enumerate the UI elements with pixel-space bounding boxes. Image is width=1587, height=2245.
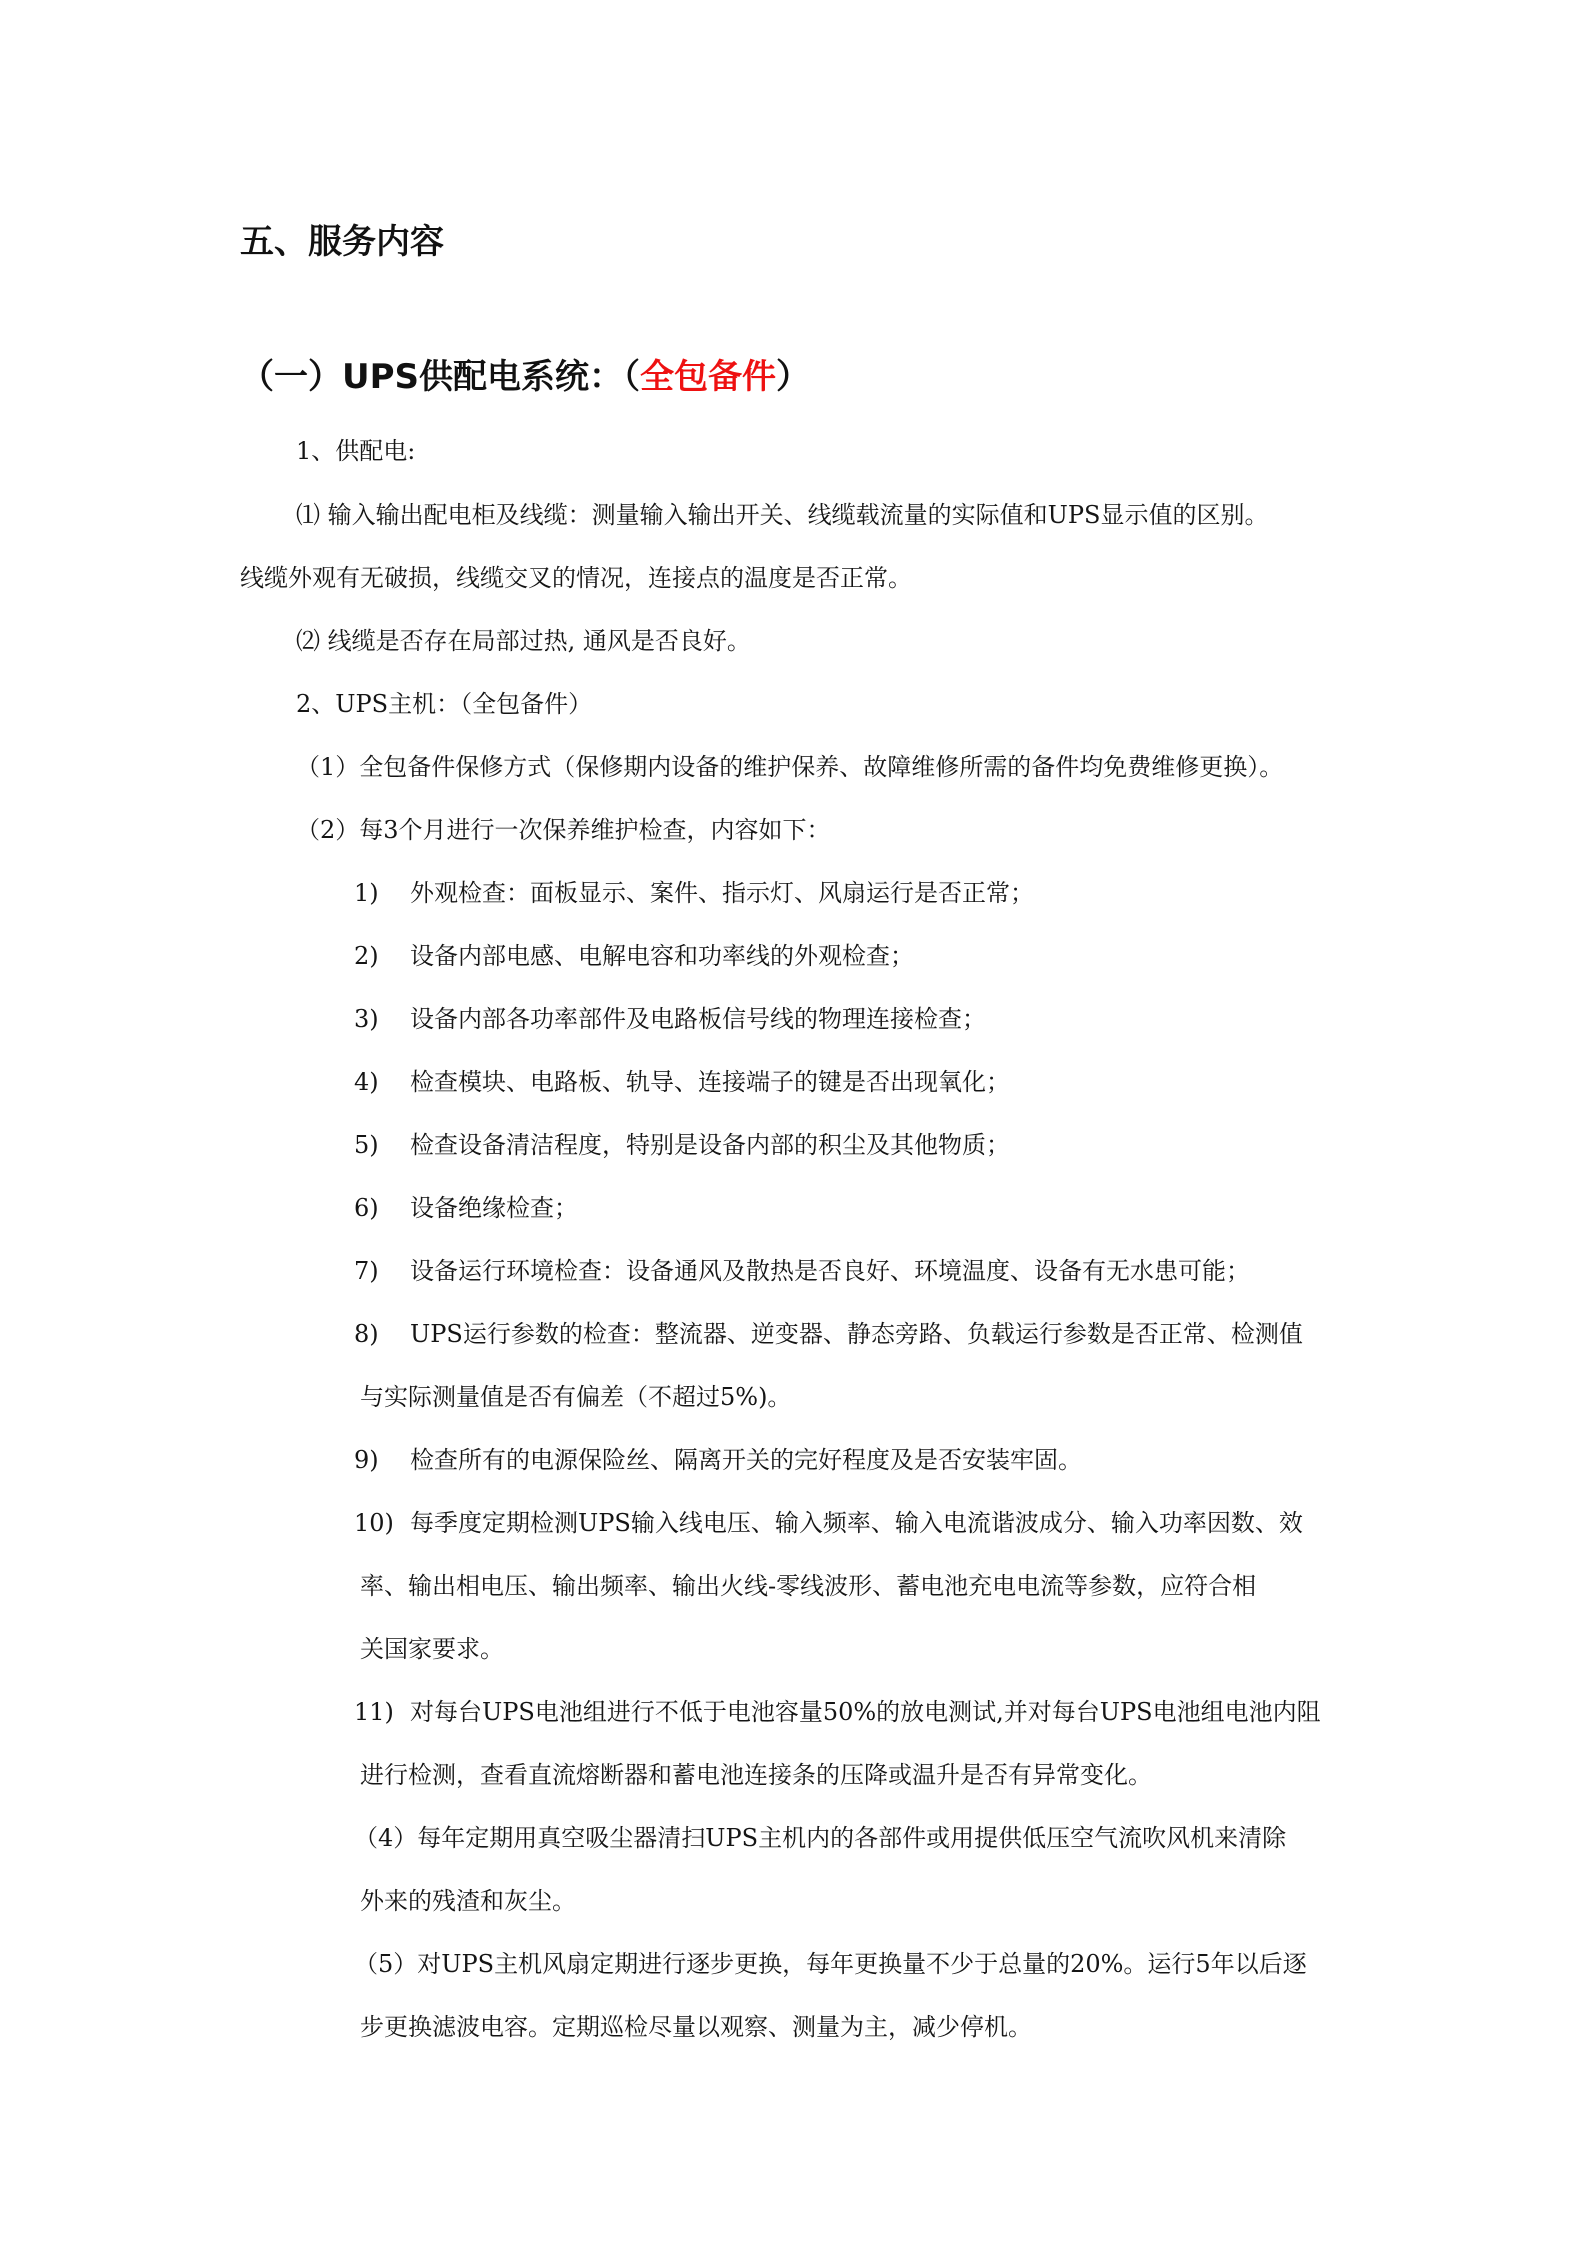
check-item-number: 4)	[354, 1068, 379, 1096]
check-item-number: 1)	[354, 879, 379, 907]
part2-paragraph-1: （1）全包备件保修方式（保修期内设备的维护保养、故障维修所需的备件均免费维修更换）。	[296, 753, 1284, 781]
check-item-10-line3: 关国家要求。	[360, 1635, 504, 1663]
check-item-3	[354, 1004, 986, 1034]
check-item-8	[354, 1319, 1303, 1349]
part2-paragraph-5-line1: （5）对UPS主机风扇定期进行逐步更换，每年更换量不少于总量的20%。运行5年以后逐	[354, 1950, 1307, 1978]
part2-paragraph-4-line2: 外来的残渣和灰尘。	[360, 1887, 576, 1915]
check-item-10-line2: 率、输出相电压、输出频率、输出火线-零线波形、蓄电池充电电流等参数，应符合相	[360, 1572, 1257, 1600]
check-item-2	[354, 941, 914, 971]
check-item-number: 10)	[354, 1509, 394, 1537]
check-item-text: 检查所有的电源保险丝、隔离开关的完好程度及是否安装牢固。	[410, 1446, 1082, 1474]
check-item-text: 设备绝缘检查；	[410, 1194, 578, 1222]
check-item-10	[354, 1508, 1303, 1538]
check-item-number: 9)	[354, 1446, 379, 1474]
check-item-number: 2)	[354, 942, 379, 970]
subsection-title	[240, 356, 810, 398]
check-item-6	[354, 1193, 578, 1223]
check-item-11	[354, 1697, 1321, 1727]
check-item-text: UPS运行参数的检查：整流器、逆变器、静态旁路、负载运行参数是否正常、检测值	[410, 1320, 1303, 1348]
check-item-9	[354, 1445, 1082, 1475]
check-item-number: 6)	[354, 1194, 379, 1222]
check-item-text: 设备内部各功率部件及电路板信号线的物理连接检查；	[410, 1005, 986, 1033]
check-item-text: 检查模块、电路板、轨导、连接端子的键是否出现氧化；	[410, 1068, 1010, 1096]
check-item-8-line2: 与实际测量值是否有偏差（不超过5%)。	[360, 1383, 792, 1411]
part2-paragraph-4-line1: （4）每年定期用真空吸尘器清扫UPS主机内的各部件或用提供低压空气流吹风机来清除	[354, 1824, 1287, 1852]
check-item-number: 11)	[354, 1698, 394, 1726]
check-item-5	[354, 1130, 1010, 1160]
check-item-text: 设备内部电感、电解电容和功率线的外观检查；	[410, 942, 914, 970]
check-item-text: 对每台UPS电池组进行不低于电池容量50%的放电测试,并对每台UPS电池组电池内阻	[410, 1698, 1321, 1726]
check-item-11-line2: 进行检测，查看直流熔断器和蓄电池连接条的压降或温升是否有异常变化。	[360, 1761, 1152, 1789]
part1-heading: 1、供配电:	[296, 437, 416, 465]
subsection-title-highlight: 全包备件	[640, 357, 777, 397]
part1-item1-line1: ⑴ 输入输出配电柜及线缆：测量输入输出开关、线缆载流量的实际值和UPS显示值的区别。	[296, 501, 1269, 529]
check-item-text: 检查设备清洁程度，特别是设备内部的积尘及其他物质；	[410, 1131, 1010, 1159]
check-item-4	[354, 1067, 1010, 1097]
part2-paragraph-5-line2: 步更换滤波电容。定期巡检尽量以观察、测量为主，减少停机。	[360, 2013, 1032, 2041]
check-item-7	[354, 1256, 1250, 1286]
subsection-title-prefix: （一）UPS供配电系统：（	[240, 357, 641, 397]
part2-paragraph-2: （2）每3个月进行一次保养维护检查，内容如下：	[296, 816, 831, 844]
part1-item1-line2: 线缆外观有无破损，线缆交叉的情况，连接点的温度是否正常。	[240, 564, 912, 592]
part2-heading: 2、UPS主机：（全包备件）	[296, 690, 593, 718]
section-title: 五、服务内容	[240, 222, 444, 262]
subsection-title-suffix: ）	[776, 357, 811, 397]
check-item-text: 每季度定期检测UPS输入线电压、输入频率、输入电流谐波成分、输入功率因数、效	[410, 1509, 1303, 1537]
check-item-number: 5)	[354, 1131, 379, 1159]
check-item-1	[354, 878, 1034, 908]
part1-item2: ⑵ 线缆是否存在局部过热, 通风是否良好。	[296, 627, 751, 655]
check-item-number: 8)	[354, 1320, 379, 1348]
check-item-number: 7)	[354, 1257, 379, 1285]
check-item-number: 3)	[354, 1005, 379, 1033]
check-item-text: 设备运行环境检查：设备通风及散热是否良好、环境温度、设备有无水患可能；	[410, 1257, 1250, 1285]
check-item-text: 外观检查：面板显示、案件、指示灯、风扇运行是否正常；	[410, 879, 1034, 907]
